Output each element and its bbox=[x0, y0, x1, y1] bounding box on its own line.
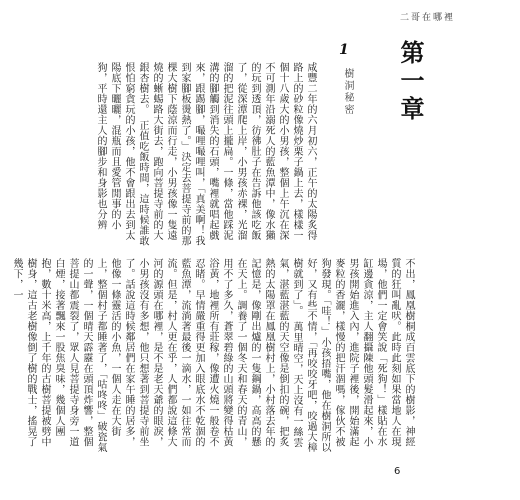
body-text-upper: 咸豐二年的六月初六，正午的太陽炙得路上的砂粒像燒炒栗子鍋上去，樣樣一個十八歲大的小男孩，整個上午沉在深不可測年沿溺死人的藍魚潭中，像水獺的玩到透頂，彷彿肚子在告訴他該吃飯了，從深潭爬上岸，小男孩赤裸，光溜溜的把泥往頭上攏扁。一條，當他踩泥溝的腳觸到消失的石頭，嘴裡就唱起戲來，跟踢腳，嘬哩嘬哩叫，「真美啊！我到家腳板燙熱了。」決定去菩提寺前的那棵大樹下蔭涼而行走，小男孩像一隻遠燒的蜥蜴路大街去，跑向菩提寺前的大銀杏樹去。 正值吃飯時間，這時候誰敢恨怕窮貪玩的小孩，他不會跟出去到太陽底下曬曬，混瓶而且愛管閒事的小狗，平時還主人的腳步和身影也分辨 bbox=[95, 62, 316, 246]
body-text-lower: 不出，鳳凰樹桐成百雲底下的樹影，神經質的狂叫亂吠。此時此刻如果當地人在現場，他們一定會笑說「死狗！」樣貼在水缸邊貪涼，主人翻攝陳他頭髮滑起來，小男孩開始進入內，進院子裡後，開始滿起麥粒的香灑，樣慢的把汗涸嗎，傢伙不被狗發現。「哇！」小孩捂嘴，他在樹洞所以好，又有些不情，「再咬咬牙吧，咬過大樟樹就到了」。 萬里晴空，天上沒有一絲雲氣，湛藍湛藍的天空像是倒扣的碗，把炙熱的太陽罩在鳳凰樹村上，小村落去年的記憶是，像剛出爐的一隻鋼鍋，高高的懸在天上。調養了一個冬天和春天的青山，用不了多久，蒼翠碧綠的山頭將變得枯黃浴黃，地裡所有莊稼，像遭火燒一般卷不忍睹。早情嚴重得更加入眼底水不乾涸的藍魚潭，流淌著最後一滴水，一如往常而流。但是，村人更在乎，人們都說這條大河的源頭在哪裡，是不是老天爺的眼淚，小男孩沒有多想，他只想著到菩提寺前坐了。話說這時候鄰居們在家午睡的居多，他像一條靈活的小魚，一個人走在大街上，整個村子都睡著了，「咕咚咚」破瓷氣的一聲，一個晴天霹靂在頭頂炸響，整個菩提山都震裂了，眾人見菩提寺身旁一道白煙，接著飄來一股焦臭味，幾個人團抱，數十米高，上千年的古樹菩提被劈中樹身，這古老樹像倒了樹的戰士，搖晃了幾下，一 bbox=[11, 258, 414, 453]
running-header: 二哥在哪裡 bbox=[400, 13, 456, 23]
page-number: 6 bbox=[394, 466, 401, 477]
chapter-title: 第一章 bbox=[396, 40, 425, 124]
section-title: 樹洞秘密 bbox=[342, 68, 353, 116]
section-number: 1 bbox=[339, 42, 349, 58]
